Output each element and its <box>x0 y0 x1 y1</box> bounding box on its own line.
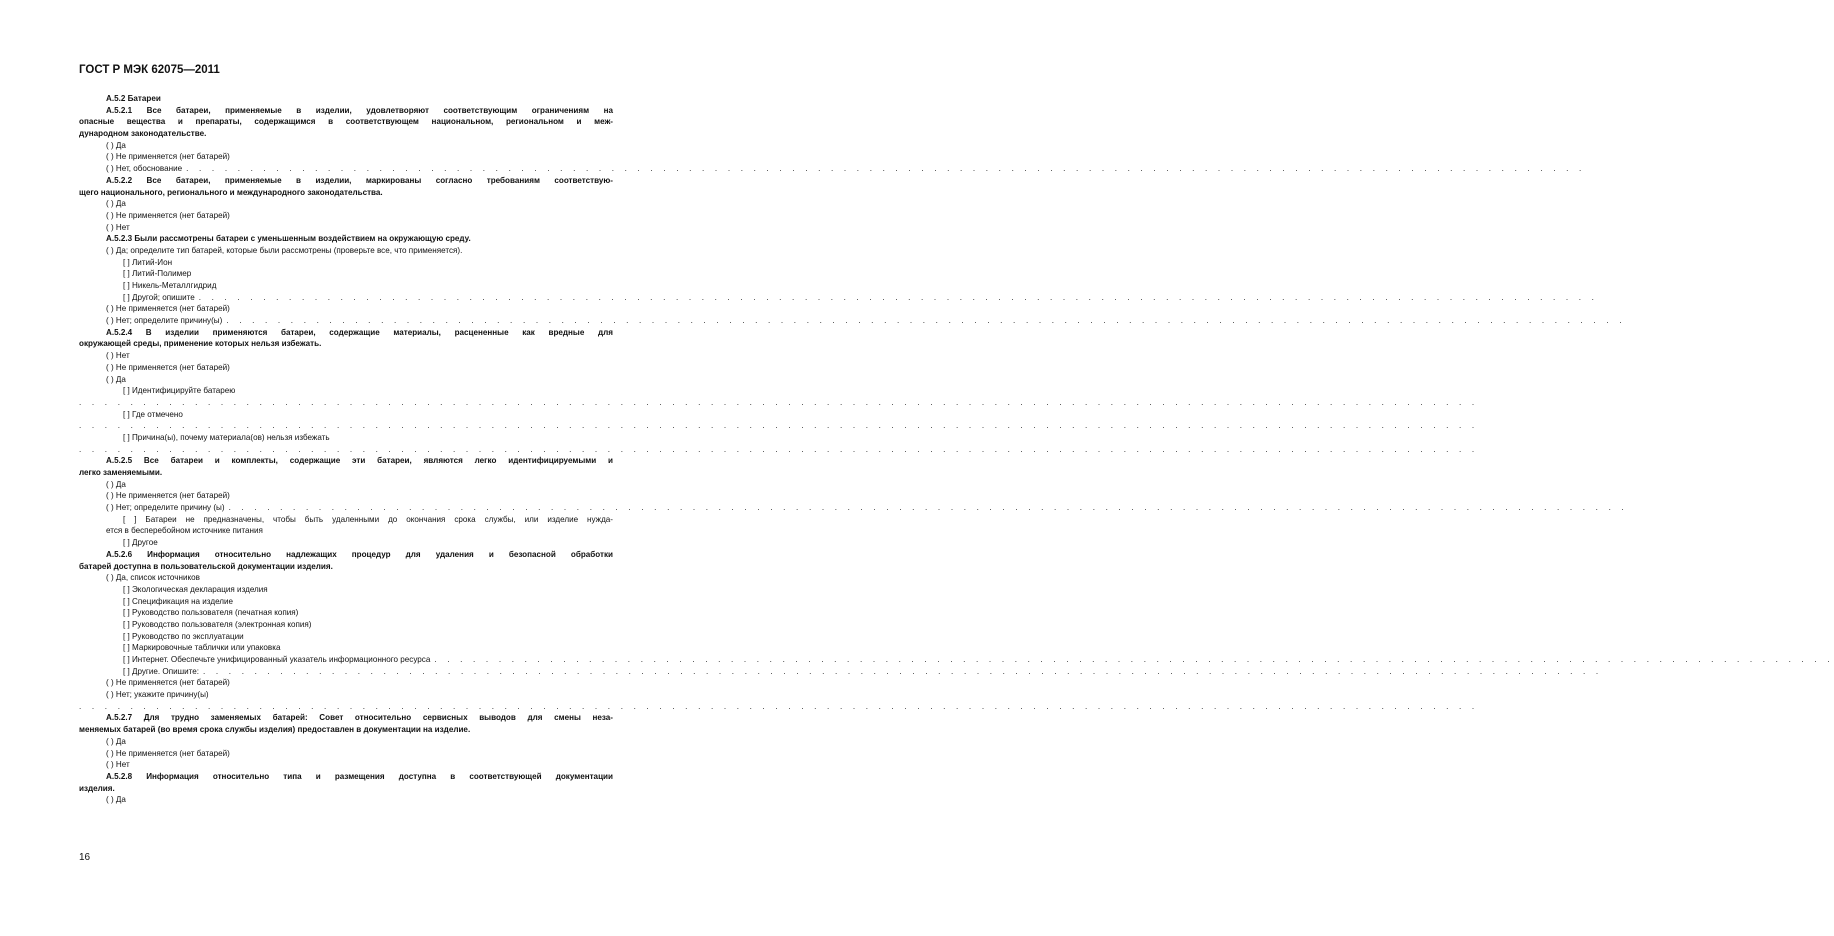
checkbox-item-with-leader <box>79 666 1603 678</box>
option-item: ( ) Не применяется (нет батарей) <box>106 362 230 372</box>
checkbox-item: [ ] Руководство по эксплуатации <box>123 631 244 641</box>
page-number: 16 <box>79 852 91 863</box>
clause-text: опасные вещества и препараты, содержащимся в соответствующем национальном, региональном и меж- <box>79 117 613 127</box>
checkbox-item: [ ] Причина(ы), почему материала(ов) нельзя избежать <box>123 432 330 442</box>
option-item: ( ) Да <box>106 795 126 805</box>
dot-leader: . . . . . . . . . . . . . . . . . . . . . . . . . . . . . . . . . . . . . . . . . . . . . . . . . . . . . . . . . . . . . . . . . . . . . . . . . . . . . . . . . . . . . . . . . . . . . . . . . . . . . . . . . . . . . <box>228 503 1628 513</box>
option-item-with-leader <box>79 163 1586 175</box>
option-item: ( ) Не применяется (нет батарей) <box>106 748 230 758</box>
checkbox-item: [ ] Литий-Ион <box>123 257 173 267</box>
dot-leader: . . . . . . . . . . . . . . . . . . . . . . . . . . . . . . . . . . . . . . . . . . . . . . . . . . . . . . . . . . . . . . . . . . . . . . . . . . . . . . . . . . . . . . . . . . . . . . . . . . . . . . . . . . . . . <box>434 655 1834 664</box>
checkbox-item-with-leader <box>79 292 1599 304</box>
dot-leader-line: . . . . . . . . . . . . . . . . . . . . . . . . . . . . . . . . . . . . . . . . . . . . . . . . . . . . . . . . . . . . . . . . . . . . . . . . . . . . . . . . . . . . . . . . . . . . . . . . . . . . . . . . . . . . . <box>79 421 1479 431</box>
clause-text: А.5.2.1 Все батареи, применяемые в изделии, удовлетворяют соответствующим ограничениям на <box>106 105 613 115</box>
option-item: ( ) Да <box>106 374 126 384</box>
checkbox-label: [ ] Другие. Опишите: <box>123 666 199 676</box>
checkbox-item: [ ] Руководство пользователя (печатная копия) <box>123 608 299 618</box>
option-item: ( ) Нет <box>106 222 130 232</box>
option-item: ( ) Нет; укажите причину(ы) <box>106 690 209 700</box>
checkbox-item-with-leader <box>79 654 1834 666</box>
clause-text: окружающей среды, применение которых нельзя избежать. <box>79 339 322 349</box>
option-item: ( ) Да <box>106 199 126 209</box>
clause-text: А.5.2.4 В изделии применяются батареи, содержащие материалы, расцененные как вредные для <box>106 327 613 337</box>
option-label: ( ) Нет, обоснование <box>106 164 183 174</box>
option-item: ( ) Не применяется (нет батарей) <box>106 210 230 220</box>
checkbox-item: [ ] Никель-Металлгидрид <box>123 281 217 290</box>
option-item: ( ) Да <box>106 479 126 489</box>
dot-leader-line: . . . . . . . . . . . . . . . . . . . . . . . . . . . . . . . . . . . . . . . . . . . . . . . . . . . . . . . . . . . . . . . . . . . . . . . . . . . . . . . . . . . . . . . . . . . . . . . . . . . . . . . . . . . . . <box>79 444 1479 454</box>
option-item: ( ) Нет <box>106 351 130 361</box>
dot-leader-line: . . . . . . . . . . . . . . . . . . . . . . . . . . . . . . . . . . . . . . . . . . . . . . . . . . . . . . . . . . . . . . . . . . . . . . . . . . . . . . . . . . . . . . . . . . . . . . . . . . . . . . . . . . . . . <box>79 701 1479 711</box>
section-heading: А.5.2 Батареи <box>106 94 161 103</box>
clause-text: А.5.2.6 Информация относительно надлежащих процедур для удаления и безопасной обработки <box>106 549 613 559</box>
checkbox-item: [ ] Идентифицируйте батарею <box>123 386 236 396</box>
clause-text: А.5.2.7 Для трудно заменяемых батарей: Совет относительно сервисных выводов для смены неза- <box>106 713 613 723</box>
option-item: ( ) Нет <box>106 760 130 770</box>
checkbox-item: [ ] Спецификация на изделие <box>123 596 234 606</box>
checkbox-item: [ ] Маркировочные таблички или упаковка <box>123 643 281 653</box>
option-label: ( ) Нет; определите причину (ы) <box>106 503 225 513</box>
option-label: ( ) Нет; определите причину(ы) <box>106 316 223 326</box>
checkbox-item: [ ] Экологическая декларация изделия <box>123 584 268 594</box>
clause-text: А.5.2.3 Были рассмотрены батареи с уменьшенным воздействием на окружающую среду. <box>106 234 471 244</box>
option-item: ( ) Да <box>106 736 126 746</box>
option-item: ( ) Не применяется (нет батарей) <box>106 304 230 314</box>
document-body <box>79 93 1834 806</box>
dot-leader: . . . . . . . . . . . . . . . . . . . . . . . . . . . . . . . . . . . . . . . . . . . . . . . . . . . . . . . . . . . . . . . . . . . . . . . . . . . . . . . . . . . . . . . . . . . . . . . . . . . . . . . . . . . . . <box>186 164 1586 174</box>
option-item: ( ) Да, список источников <box>106 573 200 583</box>
clause-text: изделия. <box>79 783 115 793</box>
clause-text: А.5.2.2 Все батареи, применяемые в изделии, маркированы согласно требованиям соответствую- <box>106 175 613 185</box>
checkbox-item: [ ] Литий-Полимер <box>123 269 192 279</box>
dot-leader: . . . . . . . . . . . . . . . . . . . . . . . . . . . . . . . . . . . . . . . . . . . . . . . . . . . . . . . . . . . . . . . . . . . . . . . . . . . . . . . . . . . . . . . . . . . . . . . . . . . . . . . . . . . . . <box>226 316 1626 326</box>
document-header: ГОСТ Р МЭК 62075—2011 <box>79 64 220 76</box>
option-item: ( ) Да <box>106 140 126 150</box>
clause-text: А.5.2.5 Все батареи и комплекты, содержащие эти батареи, являются легко идентифицируемыми и <box>106 456 613 466</box>
clause-text: А.5.2.8 Информация относительно типа и размещения доступна в соответствующей документации <box>106 771 613 781</box>
option-item-with-leader <box>79 315 1626 327</box>
clause-text: батарей доступна в пользовательской документации изделия. <box>79 561 333 571</box>
checkbox-item: [ ] Другое <box>123 538 158 548</box>
clause-text: легко заменяемыми. <box>79 468 163 477</box>
checkbox-item-continuation: ется в бесперебойном источнике питания <box>106 526 263 536</box>
option-item: ( ) Не применяется (нет батарей) <box>106 678 230 688</box>
dot-leader-line: . . . . . . . . . . . . . . . . . . . . . . . . . . . . . . . . . . . . . . . . . . . . . . . . . . . . . . . . . . . . . . . . . . . . . . . . . . . . . . . . . . . . . . . . . . . . . . . . . . . . . . . . . . . . . <box>79 397 1479 407</box>
clause-text: дународном законодательстве. <box>79 129 207 139</box>
clause-text: меняемых батарей (во время срока службы изделия) предоставлен в документации на изделие. <box>79 725 471 735</box>
checkbox-label: [ ] Другой; опишите <box>123 292 195 302</box>
checkbox-label: [ ] Интернет. Обеспечьте унифицированный указатель информационного ресурса <box>123 655 431 664</box>
option-item: ( ) Не применяется (нет батарей) <box>106 491 230 501</box>
checkbox-item: [ ] Батареи не предназначены, чтобы быть удаленными до окончания срока службы, или изделие нужда- <box>123 514 613 524</box>
checkbox-item: [ ] Руководство пользователя (электронная копия) <box>123 619 312 629</box>
option-item-with-leader <box>79 502 1628 514</box>
dot-leader: . . . . . . . . . . . . . . . . . . . . . . . . . . . . . . . . . . . . . . . . . . . . . . . . . . . . . . . . . . . . . . . . . . . . . . . . . . . . . . . . . . . . . . . . . . . . . . . . . . . . . . . . . . . . . <box>203 666 1603 676</box>
option-item: ( ) Не применяется (нет батарей) <box>106 152 230 162</box>
dot-leader: . . . . . . . . . . . . . . . . . . . . . . . . . . . . . . . . . . . . . . . . . . . . . . . . . . . . . . . . . . . . . . . . . . . . . . . . . . . . . . . . . . . . . . . . . . . . . . . . . . . . . . . . . . . . . <box>198 292 1599 302</box>
option-item: ( ) Да; определите тип батарей, которые были рассмотрены (проверьте все, что применяется). <box>106 245 463 255</box>
checkbox-item: [ ] Где отмечено <box>123 409 183 419</box>
clause-text: щего национального, регионального и международного законодательства. <box>79 187 383 197</box>
